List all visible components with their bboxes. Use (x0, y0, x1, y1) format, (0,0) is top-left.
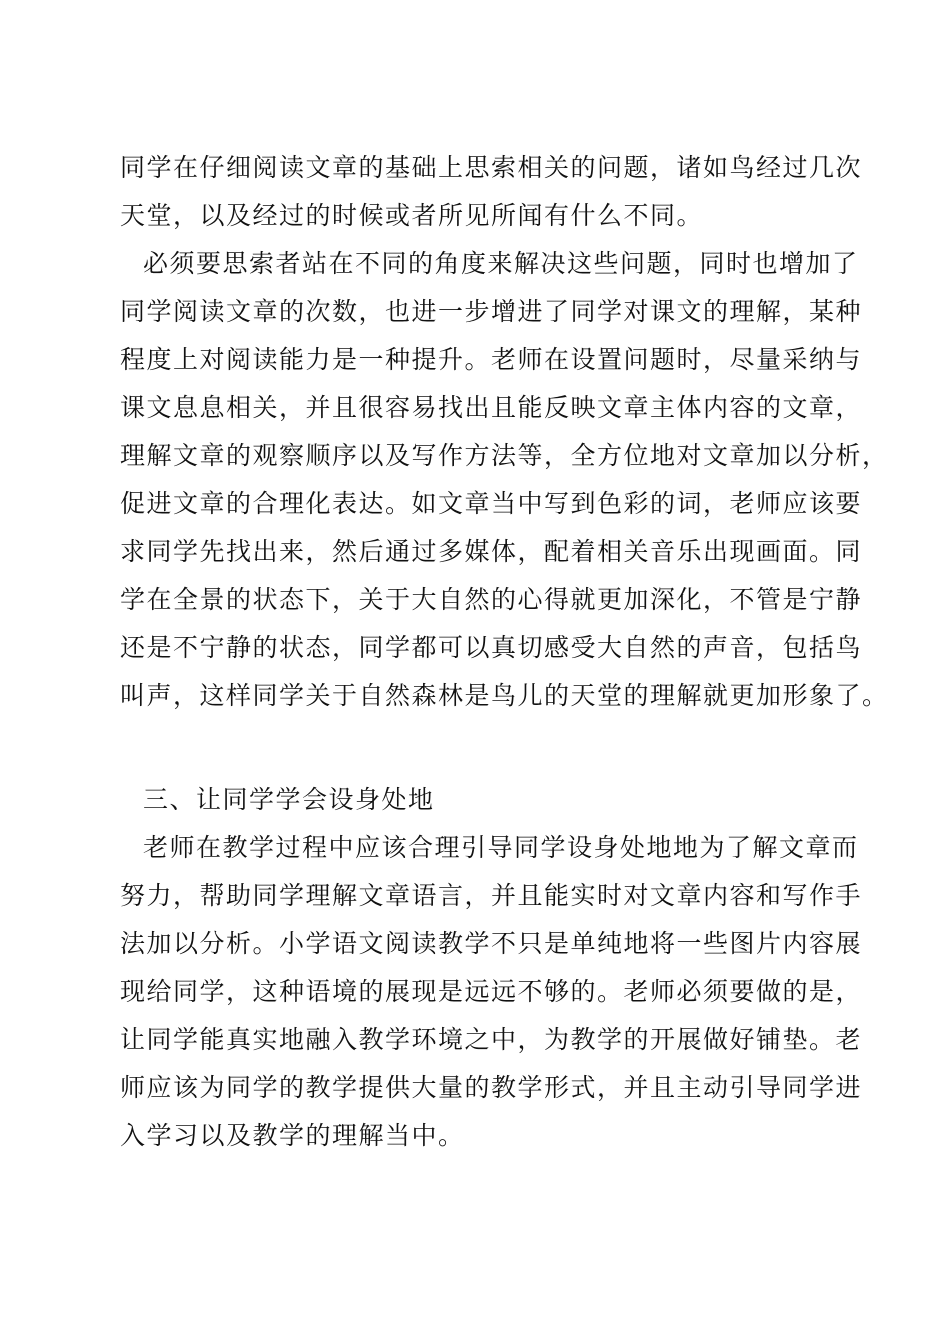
paragraph-line: 程度上对阅读能力是一种提升。老师在设置问题时，尽量采纳与 (120, 345, 863, 374)
paragraph-line: 入学习以及教学的理解当中。 (120, 1121, 465, 1150)
paragraph-line: 求同学先找出来，然后通过多媒体，配着相关音乐出现画面。同 (120, 537, 863, 566)
paragraph-line: 叫声，这样同学关于自然森林是鸟儿的天堂的理解就更加形象了。 (120, 681, 889, 710)
paragraph-line: 现给同学，这种语境的展现是远远不够的。老师必须要做的是， (120, 977, 863, 1006)
paragraph-line: 同学阅读文章的次数，也进一步增进了同学对课文的理解，某种 (120, 297, 863, 326)
paragraph-line: 学在全景的状态下，关于大自然的心得就更加深化，不管是宁静 (120, 585, 863, 614)
paragraph-line: 促进文章的合理化表达。如文章当中写到色彩的词，老师应该要 (120, 489, 863, 518)
paragraph-line: 同学在仔细阅读文章的基础上思索相关的问题，诸如鸟经过几次 (120, 153, 863, 182)
paragraph-line: 让同学能真实地融入教学环境之中，为教学的开展做好铺垫。老 (120, 1025, 863, 1054)
paragraph-line: 理解文章的观察顺序以及写作方法等，全方位地对文章加以分析， (120, 441, 889, 470)
paragraph-line: 师应该为同学的教学提供大量的教学形式，并且主动引导同学进 (120, 1073, 863, 1102)
section-heading: 三、让同学学会设身处地 (143, 785, 435, 814)
paragraph-line: 还是不宁静的状态，同学都可以真切感受大自然的声音，包括鸟 (120, 633, 863, 662)
paragraph-line: 必须要思索者站在不同的角度来解决这些问题，同时也增加了 (143, 249, 859, 278)
paragraph-line: 老师在教学过程中应该合理引导同学设身处地地为了解文章而 (143, 833, 859, 862)
paragraph-line: 天堂，以及经过的时候或者所见所闻有什么不同。 (120, 201, 704, 230)
paragraph-line: 法加以分析。小学语文阅读教学不只是单纯地将一些图片内容展 (120, 929, 863, 958)
paragraph-line: 课文息息相关，并且很容易找出且能反映文章主体内容的文章， (120, 393, 863, 422)
paragraph-line: 努力，帮助同学理解文章语言，并且能实时对文章内容和写作手 (120, 881, 863, 910)
